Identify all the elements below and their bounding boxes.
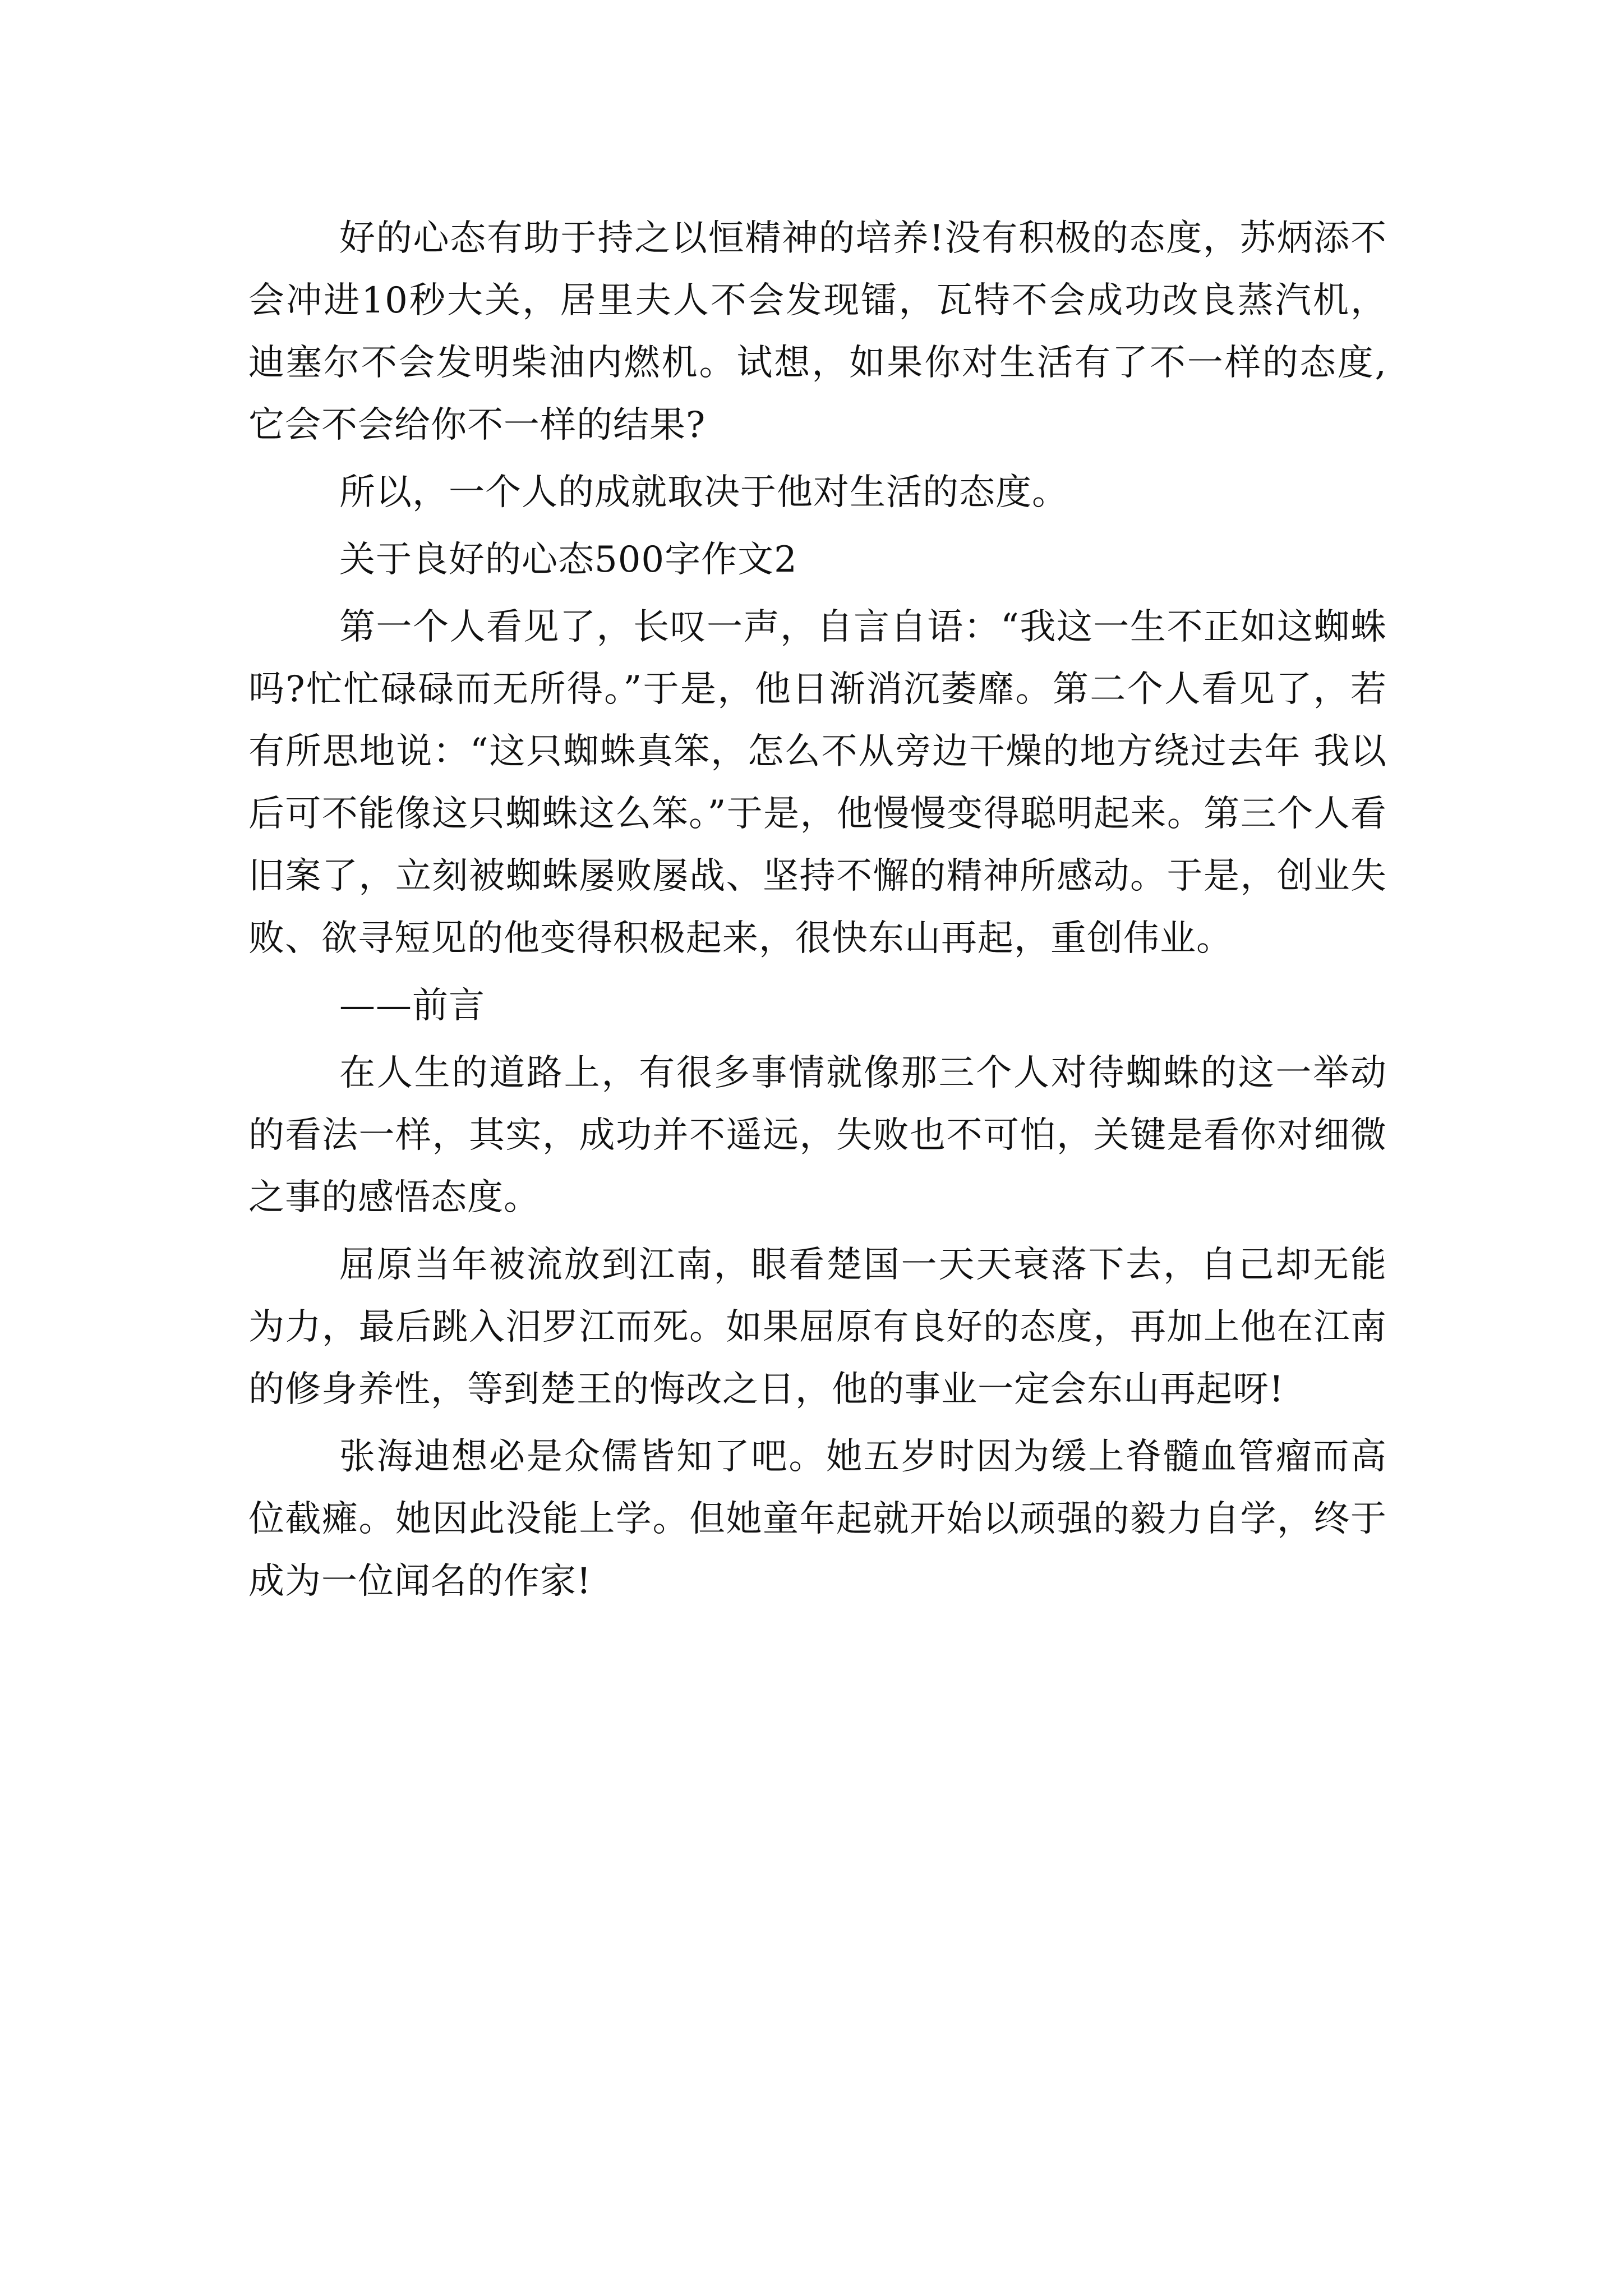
paragraph-zhang-haidi: 张海迪想必是众儒皆知了吧。她五岁时因为缓上脊髓血管瘤而高位截瘫。她因此没能上学。但她童年起就开始以顽强的毅力自学，终于成为一位闻名的作家! <box>248 1436 1387 1602</box>
paragraph-attitude-examples: 好的心态有助于持之以恒精神的培养!没有积极的态度，苏炳添不会冲进10秒大关，居里夫人不会发现镭，瓦特不会成功改良蒸汽机，迪塞尔不会发明柴油内燃机。试想，如果你对生活有了不一样的态度,它会不会给你不一样的结果? <box>248 218 1387 446</box>
paragraph-spider-story: 第一个人看见了，长叹一声，自言自语：“我这一生不正如这蜘蛛吗?忙忙碌碌而无所得。”于是，他日渐消沉萎靡。第二个人看见了，若有所思地说：“这只蜘蛛真笨，怎么不从旁边干燥的地方绕过去年 我以后可不能像这只蜘蛛这么笨。”于是，他慢慢变得聪明起来。第三个人看旧案了，立刻被蜘蛛屡败屡战、坚持不懈的精神所感动。于是，创业失败、欲寻短见的他变得积极起来，很快东山再起，重创伟业。 <box>248 606 1387 959</box>
paragraph-qu-yuan: 屈原当年被流放到江南，眼看楚国一天天衰落下去，自己却无能为力，最后跳入汨罗江而死。如果屈原有良好的态度，再加上他在江南的修身养性，等到楚王的悔改之日，他的事业一定会东山再起呀! <box>248 1244 1387 1410</box>
paragraph-preface-label: ——前言 <box>339 985 485 1027</box>
essay-title: 关于良好的心态500字作文2 <box>339 539 797 581</box>
document-page <box>248 208 1387 1618</box>
paragraph-life-road: 在人生的道路上，有很多事情就像那三个人对待蜘蛛的这一举动的看法一样，其实，成功并不遥远，失败也不可怕，关键是看你对细微之事的感悟态度。 <box>248 1052 1387 1218</box>
paragraph-conclusion: 所以，一个人的成就取决于他对生活的态度。 <box>339 472 1068 513</box>
